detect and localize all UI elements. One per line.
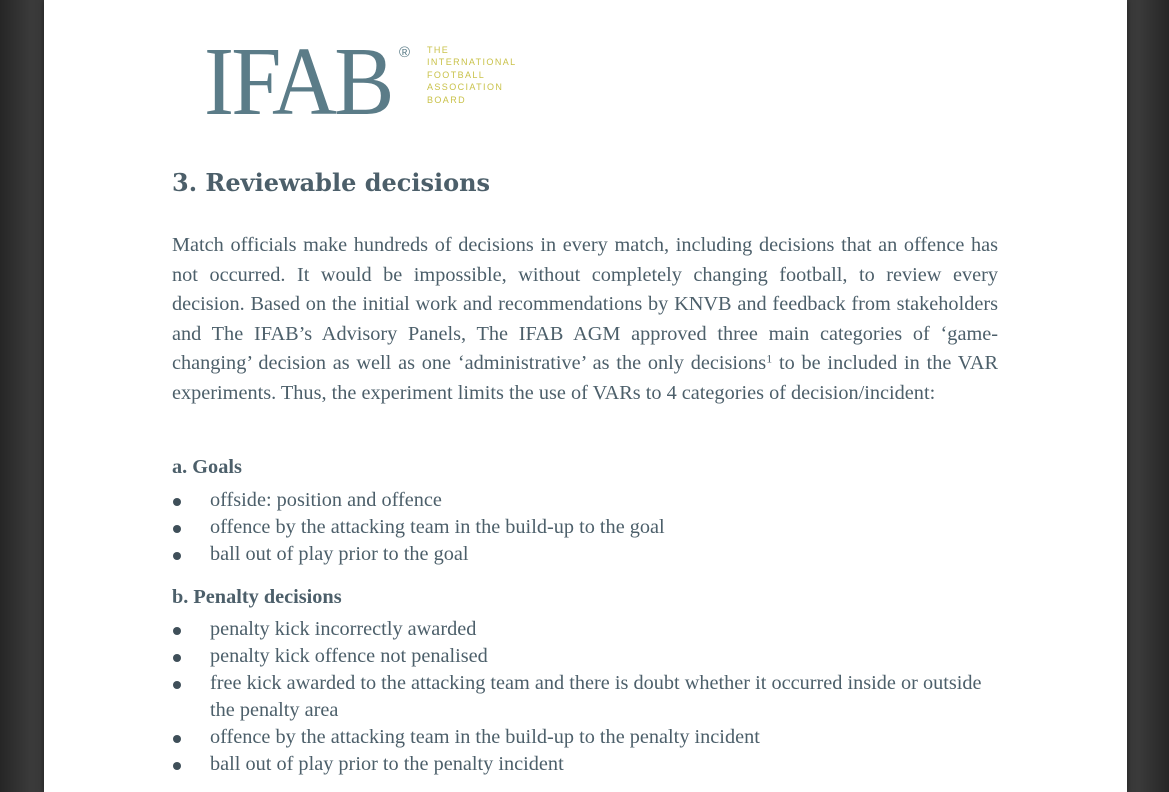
paragraph-text: Match officials make hundreds of decisions in every match, including decisions that an offence has not occurred. It would be impossible, without completely changing football, to review every decision. Based on the initial work and recommendations by KNVB and feedback from stakeholders and The IFAB’s Advisory Panels, The IFAB AGM approved three main categories of ‘game-changing’ decision as well as one ‘administrative’ as the only decisions [172,234,998,374]
bullet-icon [173,627,181,635]
list-item-text: offence by the attacking team in the build-up to the penalty incident [210,726,760,748]
list-item-text: ball out of play prior to the penalty incident [210,753,564,775]
footnote-reference[interactable]: 1 [766,351,773,366]
penalty-list [172,616,998,778]
bullet-icon [173,498,181,506]
list-item [172,751,998,778]
logo-tagline [427,44,517,106]
bullet-icon [173,735,181,743]
list-item-text: offence by the attacking team in the build-up to the goal [210,516,665,538]
list-item [172,724,998,751]
bullet-icon [173,552,181,560]
goals-list [172,487,998,568]
list-item [172,514,998,541]
list-item [172,616,998,643]
list-item [172,487,998,514]
list-item-text: free kick awarded to the attacking team and there is doubt whether it occurred inside or outside the penalty area [210,672,982,721]
list-item-text: offside: position and offence [210,489,442,511]
category-heading-goals: a. Goals [172,456,242,478]
list-item [172,541,998,568]
category-heading-penalty: b. Penalty decisions [172,586,342,608]
bullet-icon [173,681,181,689]
section-heading: 3. Reviewable decisions [172,168,491,197]
list-item [172,643,998,670]
document-page[interactable] [44,0,1127,792]
tagline-line: FOOTBALL [427,69,486,80]
list-item-text: penalty kick offence not penalised [210,645,488,667]
tagline-line: ASSOCIATION [427,82,504,93]
logo-wordmark: IFAB [204,28,392,136]
bullet-icon [173,762,181,770]
registered-mark: ® [399,44,411,61]
bullet-icon [173,654,181,662]
list-item-text: ball out of play prior to the goal [210,543,469,565]
intro-paragraph [172,231,998,408]
list-item [172,670,998,724]
paragraph-text: to be included in the VAR experiments. Thus, the experiment limits the use of VARs to 4 categories of decision/incident: [172,352,998,404]
tagline-line: THE [427,45,450,55]
tagline-line: BOARD [427,94,467,105]
tagline-line: INTERNATIONAL [427,57,517,68]
bullet-icon [173,525,181,533]
list-item-text: penalty kick incorrectly awarded [210,618,477,640]
